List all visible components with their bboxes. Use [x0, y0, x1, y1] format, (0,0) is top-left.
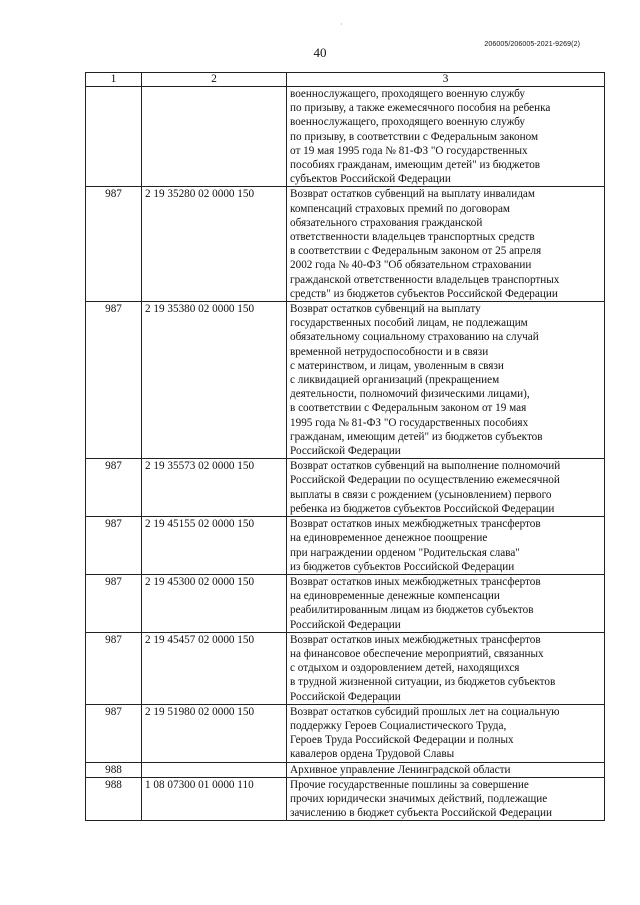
budget-code-cell: 2 19 51980 02 0000 150 [142, 704, 287, 762]
description-cell: Возврат остатков субвенций на выполнение полномочий Российской Федерации по осуществлению ежемесячной выплаты в связи с рождением (усыновлением) первого ребенка из бюджетов субъектов Российской Федерации [287, 459, 605, 517]
description-cell: Возврат остатков иных межбюджетных трансфертов на единовременные денежные компенсации реабилитированным лицам из бюджетов субъектов Российской Федерации [287, 574, 605, 632]
document-code: 206005/206005-2021-9269(2) [484, 41, 580, 48]
budget-code-cell [142, 762, 287, 777]
budget-code-cell: 2 19 35280 02 0000 150 [142, 187, 287, 302]
description-cell: Возврат остатков субсидий прошлых лет на социальную поддержку Героев Социалистического Труда, Героев Труда Российской Федерации и полных кавалеров ордена Трудовой Славы [287, 704, 605, 762]
description-cell: Возврат остатков субвенций на выплату инвалидам компенсаций страховых премий по договорам обязательного страхования гражданской ответственности владельцев транспортных средств в соответствии с Федеральным законом от 25 апреля 2002 года № 40-ФЗ "Об обязательном страховании гражданской ответственности владельцев транспортных средств" из бюджетов субъектов Российской Федерации [287, 187, 605, 302]
table-row [86, 459, 605, 517]
admin-code-cell: 987 [86, 459, 142, 517]
budget-code-cell: 2 19 45155 02 0000 150 [142, 517, 287, 575]
description-cell: Прочие государственные пошлины за совершение прочих юридически значимых действий, подлежащие зачислению в бюджет субъекта Российской Федерации [287, 777, 605, 821]
table-row [86, 762, 605, 777]
table-row [86, 302, 605, 459]
admin-code-cell: 988 [86, 762, 142, 777]
admin-code-cell: 987 [86, 574, 142, 632]
column-header-3: 3 [287, 73, 605, 87]
budget-code-cell [142, 87, 287, 187]
column-header-1: 1 [86, 73, 142, 87]
budget-code-cell: 1 08 07300 01 0000 110 [142, 777, 287, 821]
budget-code-cell: 2 19 45300 02 0000 150 [142, 574, 287, 632]
description-cell: Возврат остатков иных межбюджетных трансфертов на единовременное денежное поощрение при награждении орденом "Родительская слава" из бюджетов субъектов Российской Федерации [287, 517, 605, 575]
admin-code-cell: 987 [86, 187, 142, 302]
column-header-2: 2 [142, 73, 287, 87]
budget-code-cell: 2 19 45457 02 0000 150 [142, 632, 287, 704]
admin-code-cell [86, 87, 142, 187]
description-cell: Архивное управление Ленинградской области [287, 762, 605, 777]
table-row [86, 517, 605, 575]
table-row [86, 632, 605, 704]
admin-code-cell: 988 [86, 777, 142, 821]
table-header-row [86, 73, 605, 87]
table-row [86, 87, 605, 187]
admin-code-cell: 987 [86, 632, 142, 704]
admin-code-cell: 987 [86, 302, 142, 459]
table-row [86, 704, 605, 762]
table-row [86, 187, 605, 302]
description-cell: Возврат остатков субвенций на выплату государственных пособий лицам, не подлежащим обязательному социальному страхованию на случай временной нетрудоспособности и в связи с материнством, и лицам, уволенным в связи с ликвидацией организаций (прекращением деятельности, полномочий физическими лицами), в соответствии с Федеральным законом от 19 мая 1995 года № 81-ФЗ "О государственных пособиях гражданам, имеющим детей" из бюджетов субъектов Российской Федерации [287, 302, 605, 459]
admin-code-cell: 987 [86, 704, 142, 762]
description-cell: Возврат остатков иных межбюджетных трансфертов на финансовое обеспечение мероприятий, связанных с отдыхом и оздоровлением детей, находящихся в трудной жизненной ситуации, из бюджетов субъектов Российской Федерации [287, 632, 605, 704]
admin-code-cell: 987 [86, 517, 142, 575]
budget-code-cell: 2 19 35380 02 0000 150 [142, 302, 287, 459]
description-cell: военнослужащего, проходящего военную службу по призыву, а также ежемесячного пособия на ребенка военнослужащего, проходящего военную службу по призыву, в соответствии с Федеральным законом от 19 мая 1995 года № 81-ФЗ "О государственных пособиях гражданам, имеющим детей" из бюджетов субъектов Российской Федерации [287, 87, 605, 187]
page-number: 40 [313, 45, 327, 60]
table-row [86, 574, 605, 632]
scan-speck: · [340, 20, 343, 29]
table-row [86, 777, 605, 821]
budget-code-cell: 2 19 35573 02 0000 150 [142, 459, 287, 517]
budget-codes-table [85, 72, 605, 821]
